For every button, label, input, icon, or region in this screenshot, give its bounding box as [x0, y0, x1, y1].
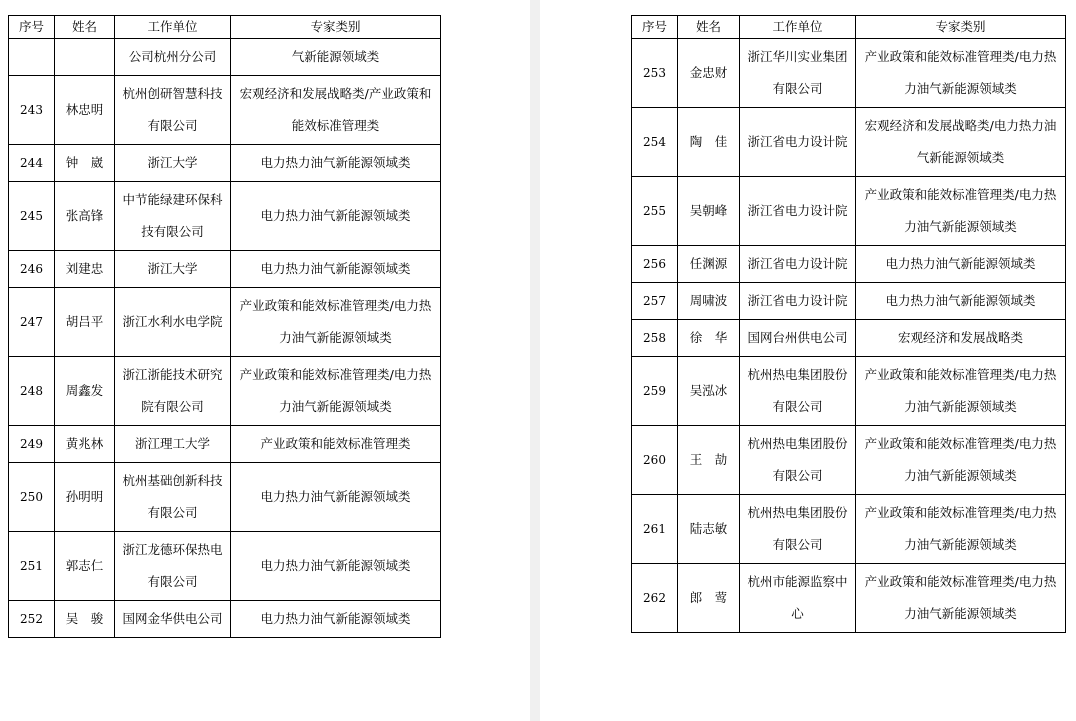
table-row: [9, 601, 441, 638]
cell-category: 产业政策和能效标准管理类/电力热力油气新能源领域类: [856, 39, 1066, 108]
cell-seq: 250: [9, 463, 55, 532]
table-row: [9, 288, 441, 357]
cell-name: 任渊源: [678, 246, 740, 283]
cell-category: 电力热力油气新能源领域类: [231, 145, 441, 182]
cell-name: 钟 崴: [55, 145, 115, 182]
cell-seq: 247: [9, 288, 55, 357]
cell-seq: 261: [632, 495, 678, 564]
table-row: [632, 177, 1066, 246]
cell-category: 电力热力油气新能源领域类: [231, 251, 441, 288]
cell-unit: 杭州热电集团股份有限公司: [740, 426, 856, 495]
header-category: 专家类别: [231, 16, 441, 39]
cell-category: 电力热力油气新能源领域类: [231, 463, 441, 532]
cell-category: 电力热力油气新能源领域类: [231, 532, 441, 601]
cell-name: 郎 莺: [678, 564, 740, 633]
table-row: [632, 283, 1066, 320]
header-unit: 工作单位: [115, 16, 231, 39]
cell-category: 电力热力油气新能源领域类: [231, 182, 441, 251]
cell-unit: 杭州基础创新科技有限公司: [115, 463, 231, 532]
cell-seq: 249: [9, 426, 55, 463]
cell-name: 吴 骏: [55, 601, 115, 638]
table-row: [9, 145, 441, 182]
cell-unit: 浙江省电力设计院: [740, 283, 856, 320]
cell-name: 王 劼: [678, 426, 740, 495]
table-header-row: [632, 16, 1066, 39]
cell-name: 陆志敏: [678, 495, 740, 564]
cell-name: 陶 佳: [678, 108, 740, 177]
table-row: [9, 463, 441, 532]
cell-name: 林忠明: [55, 76, 115, 145]
cell-unit: 杭州创研智慧科技有限公司: [115, 76, 231, 145]
cell-category: 产业政策和能效标准管理类/电力热力油气新能源领域类: [856, 564, 1066, 633]
cell-seq: [9, 39, 55, 76]
cell-unit: 浙江理工大学: [115, 426, 231, 463]
header-name: 姓名: [678, 16, 740, 39]
table-row: [9, 182, 441, 251]
cell-category: 宏观经济和发展战略类/电力热力油气新能源领域类: [856, 108, 1066, 177]
cell-unit: 国网台州供电公司: [740, 320, 856, 357]
cell-seq: 262: [632, 564, 678, 633]
cell-name: 徐 华: [678, 320, 740, 357]
cell-category: 宏观经济和发展战略类/产业政策和能效标准管理类: [231, 76, 441, 145]
cell-unit: 浙江省电力设计院: [740, 108, 856, 177]
table-row: [632, 39, 1066, 108]
table-row: [9, 426, 441, 463]
cell-name: 周啸波: [678, 283, 740, 320]
expert-table-right: [631, 15, 1066, 633]
table-row: [632, 357, 1066, 426]
cell-category: 产业政策和能效标准管理类/电力热力油气新能源领域类: [231, 288, 441, 357]
cell-unit: 浙江大学: [115, 145, 231, 182]
header-name: 姓名: [55, 16, 115, 39]
table-row: [9, 251, 441, 288]
table-row: [632, 320, 1066, 357]
cell-unit: 浙江龙德环保热电有限公司: [115, 532, 231, 601]
cell-name: 周鑫发: [55, 357, 115, 426]
cell-seq: 244: [9, 145, 55, 182]
cell-unit: 浙江大学: [115, 251, 231, 288]
cell-category: 宏观经济和发展战略类: [856, 320, 1066, 357]
table-row: [632, 564, 1066, 633]
cell-unit: 浙江浙能技术研究院有限公司: [115, 357, 231, 426]
cell-seq: 251: [9, 532, 55, 601]
cell-category: 产业政策和能效标准管理类/电力热力油气新能源领域类: [231, 357, 441, 426]
cell-seq: 246: [9, 251, 55, 288]
header-category: 专家类别: [856, 16, 1066, 39]
cell-name: 黄兆林: [55, 426, 115, 463]
cell-name: 孙明明: [55, 463, 115, 532]
cell-seq: 259: [632, 357, 678, 426]
cell-seq: 245: [9, 182, 55, 251]
header-seq: 序号: [632, 16, 678, 39]
table-row: [9, 357, 441, 426]
cell-seq: 260: [632, 426, 678, 495]
cell-seq: 243: [9, 76, 55, 145]
cell-name: [55, 39, 115, 76]
header-unit: 工作单位: [740, 16, 856, 39]
cell-name: 胡吕平: [55, 288, 115, 357]
cell-unit: 浙江省电力设计院: [740, 177, 856, 246]
cell-seq: 253: [632, 39, 678, 108]
cell-category: 产业政策和能效标准管理类/电力热力油气新能源领域类: [856, 177, 1066, 246]
cell-category: 产业政策和能效标准管理类: [231, 426, 441, 463]
table-row: [632, 108, 1066, 177]
cell-category: 电力热力油气新能源领域类: [231, 601, 441, 638]
table-header-row: [9, 16, 441, 39]
cell-unit: 浙江水利水电学院: [115, 288, 231, 357]
cell-seq: 255: [632, 177, 678, 246]
cell-unit: 杭州热电集团股份有限公司: [740, 495, 856, 564]
table-row: [9, 39, 441, 76]
cell-seq: 257: [632, 283, 678, 320]
cell-seq: 258: [632, 320, 678, 357]
document-page-right: [540, 0, 1076, 721]
cell-category: 电力热力油气新能源领域类: [856, 246, 1066, 283]
cell-unit: 中节能绿建环保科技有限公司: [115, 182, 231, 251]
cell-seq: 252: [9, 601, 55, 638]
document-page-left: [0, 0, 530, 721]
cell-category: 气新能源领域类: [231, 39, 441, 76]
cell-unit: 国网金华供电公司: [115, 601, 231, 638]
cell-seq: 248: [9, 357, 55, 426]
cell-unit: 杭州市能源监察中心: [740, 564, 856, 633]
cell-unit: 杭州热电集团股份有限公司: [740, 357, 856, 426]
expert-table-left: [8, 15, 441, 638]
cell-unit: 公司杭州分公司: [115, 39, 231, 76]
cell-seq: 254: [632, 108, 678, 177]
cell-category: 产业政策和能效标准管理类/电力热力油气新能源领域类: [856, 357, 1066, 426]
table-row: [632, 246, 1066, 283]
cell-unit: 浙江省电力设计院: [740, 246, 856, 283]
header-seq: 序号: [9, 16, 55, 39]
table-row: [9, 532, 441, 601]
cell-name: 吴泓冰: [678, 357, 740, 426]
cell-name: 刘建忠: [55, 251, 115, 288]
table-row: [632, 495, 1066, 564]
cell-name: 金忠财: [678, 39, 740, 108]
cell-category: 电力热力油气新能源领域类: [856, 283, 1066, 320]
cell-unit: 浙江华川实业集团有限公司: [740, 39, 856, 108]
cell-seq: 256: [632, 246, 678, 283]
cell-name: 吴朝峰: [678, 177, 740, 246]
table-row: [9, 76, 441, 145]
cell-name: 张高锋: [55, 182, 115, 251]
cell-name: 郭志仁: [55, 532, 115, 601]
cell-category: 产业政策和能效标准管理类/电力热力油气新能源领域类: [856, 495, 1066, 564]
cell-category: 产业政策和能效标准管理类/电力热力油气新能源领域类: [856, 426, 1066, 495]
table-row: [632, 426, 1066, 495]
